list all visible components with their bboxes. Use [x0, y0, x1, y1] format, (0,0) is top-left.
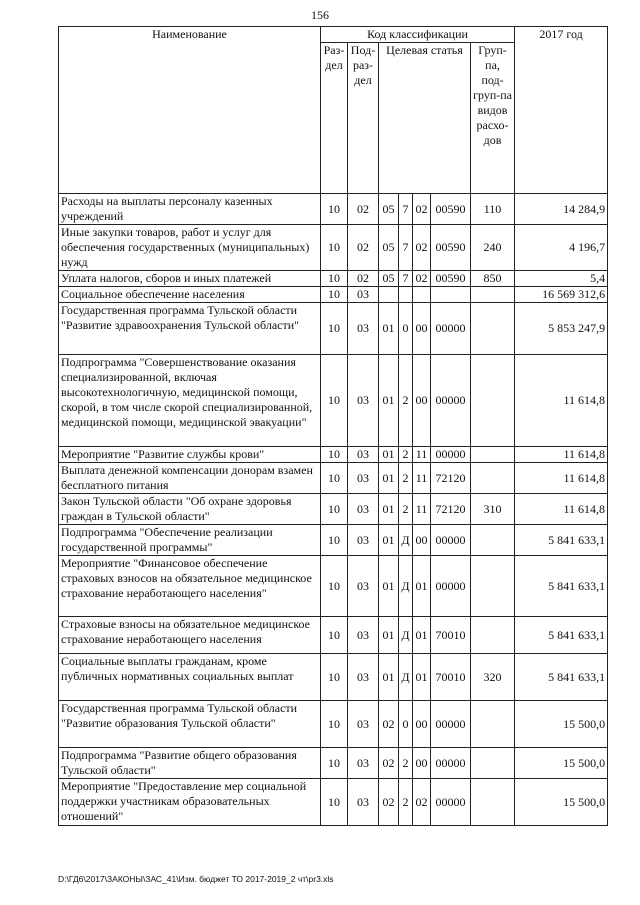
cell-direction: 00590 [431, 271, 471, 287]
cell-direction: 00000 [431, 355, 471, 447]
cell-podrazdel: 03 [348, 701, 379, 748]
cell-subprogram: 7 [399, 194, 413, 225]
cell-amount: 11 614,8 [515, 355, 608, 447]
cell-program: 05 [379, 271, 399, 287]
table-row [59, 463, 608, 494]
cell-program [379, 287, 399, 303]
cell-program: 01 [379, 447, 399, 463]
cell-podrazdel: 03 [348, 447, 379, 463]
cell-program: 01 [379, 463, 399, 494]
cell-podrazdel: 03 [348, 654, 379, 701]
cell-event: 00 [413, 303, 431, 355]
cell-podrazdel: 02 [348, 194, 379, 225]
cell-name: Мероприятие "Предоставление мер социальной поддержки участникам образовательных отношений" [59, 779, 321, 826]
table-row [59, 225, 608, 271]
cell-direction: 00000 [431, 303, 471, 355]
cell-event: 02 [413, 225, 431, 271]
cell-podrazdel: 03 [348, 303, 379, 355]
cell-podrazdel: 02 [348, 225, 379, 271]
cell-expense-type [471, 355, 515, 447]
cell-program: 05 [379, 225, 399, 271]
cell-event: 02 [413, 779, 431, 826]
cell-razdel: 10 [321, 556, 348, 617]
cell-subprogram: 7 [399, 271, 413, 287]
cell-subprogram: 2 [399, 355, 413, 447]
table-row [59, 355, 608, 447]
cell-name: Страховые взносы на обязательное медицинское страхование неработающего населения [59, 617, 321, 654]
cell-expense-type: 320 [471, 654, 515, 701]
cell-podrazdel: 03 [348, 617, 379, 654]
cell-subprogram: 0 [399, 303, 413, 355]
header-subsection: Под-раз-дел [348, 43, 379, 194]
cell-event: 01 [413, 654, 431, 701]
cell-name: Выплата денежной компенсации донорам взамен бесплатного питания [59, 463, 321, 494]
cell-subprogram: 2 [399, 494, 413, 525]
table-row [59, 556, 608, 617]
header-target: Целевая статья [379, 43, 471, 194]
cell-subprogram: 2 [399, 463, 413, 494]
cell-event: 00 [413, 355, 431, 447]
cell-amount: 11 614,8 [515, 447, 608, 463]
cell-podrazdel: 03 [348, 556, 379, 617]
cell-amount: 5 841 633,1 [515, 556, 608, 617]
cell-expense-type [471, 617, 515, 654]
cell-direction: 70010 [431, 617, 471, 654]
cell-expense-type [471, 303, 515, 355]
cell-expense-type [471, 701, 515, 748]
header-group: Груп-па, под-груп-па видов расхо-дов [471, 43, 515, 194]
cell-expense-type: 110 [471, 194, 515, 225]
cell-razdel: 10 [321, 225, 348, 271]
cell-program: 01 [379, 303, 399, 355]
cell-name: Подпрограмма "Совершенствование оказания специализированной, включая высокотехнологичную, медицинской помощи, скорой, в том числе скорой специализированной, медицинской помощи, медицинской эвакуации" [59, 355, 321, 447]
cell-razdel: 10 [321, 617, 348, 654]
cell-event: 02 [413, 271, 431, 287]
cell-subprogram: 2 [399, 779, 413, 826]
cell-amount: 4 196,7 [515, 225, 608, 271]
cell-amount: 15 500,0 [515, 779, 608, 826]
cell-expense-type [471, 287, 515, 303]
cell-razdel: 10 [321, 525, 348, 556]
cell-amount: 5 841 633,1 [515, 654, 608, 701]
cell-event: 00 [413, 701, 431, 748]
cell-razdel: 10 [321, 303, 348, 355]
page-number: 156 [311, 8, 329, 22]
cell-event [413, 287, 431, 303]
cell-program: 05 [379, 194, 399, 225]
cell-event: 11 [413, 447, 431, 463]
cell-event: 00 [413, 525, 431, 556]
table-row [59, 303, 608, 355]
cell-name: Социальные выплаты гражданам, кроме публичных нормативных социальных выплат [59, 654, 321, 701]
cell-expense-type [471, 463, 515, 494]
cell-program: 01 [379, 617, 399, 654]
cell-name: Расходы на выплаты персоналу казенных учреждений [59, 194, 321, 225]
table-row [59, 654, 608, 701]
cell-direction: 00000 [431, 779, 471, 826]
cell-name: Мероприятие "Финансовое обеспечение страховых взносов на обязательное медицинское страхование неработающего населения" [59, 556, 321, 617]
cell-direction: 00590 [431, 225, 471, 271]
cell-amount: 5 853 247,9 [515, 303, 608, 355]
cell-name: Государственная программа Тульской области "Развитие образования Тульской области" [59, 701, 321, 748]
cell-expense-type [471, 748, 515, 779]
cell-amount: 5 841 633,1 [515, 525, 608, 556]
cell-name: Мероприятие "Развитие службы крови" [59, 447, 321, 463]
table-row [59, 271, 608, 287]
cell-razdel: 10 [321, 355, 348, 447]
table-row [59, 194, 608, 225]
cell-amount: 11 614,8 [515, 463, 608, 494]
cell-subprogram: Д [399, 525, 413, 556]
header-section: Раз-дел [321, 43, 348, 194]
cell-subprogram: Д [399, 654, 413, 701]
table-body [59, 194, 608, 826]
cell-subprogram: 0 [399, 701, 413, 748]
file-path-footer: D:\ГД6\2017\ЗАКОНЫ\ЗАС_41\Изм. бюджет ТО 2017-2019_2 чт\pr3.xls [58, 874, 334, 884]
cell-program: 01 [379, 654, 399, 701]
cell-podrazdel: 03 [348, 355, 379, 447]
table-row [59, 494, 608, 525]
cell-name: Подпрограмма "Обеспечение реализации государственной программы" [59, 525, 321, 556]
table-row [59, 701, 608, 748]
table-row [59, 779, 608, 826]
cell-direction: 72120 [431, 463, 471, 494]
cell-event: 01 [413, 556, 431, 617]
cell-expense-type [471, 779, 515, 826]
cell-event: 00 [413, 748, 431, 779]
cell-event: 02 [413, 194, 431, 225]
cell-podrazdel: 03 [348, 779, 379, 826]
cell-razdel: 10 [321, 287, 348, 303]
cell-podrazdel: 02 [348, 271, 379, 287]
cell-expense-type: 310 [471, 494, 515, 525]
cell-razdel: 10 [321, 494, 348, 525]
cell-direction: 00000 [431, 556, 471, 617]
cell-razdel: 10 [321, 447, 348, 463]
cell-subprogram: 7 [399, 225, 413, 271]
cell-podrazdel: 03 [348, 463, 379, 494]
cell-razdel: 10 [321, 779, 348, 826]
cell-amount: 5,4 [515, 271, 608, 287]
cell-direction: 70010 [431, 654, 471, 701]
cell-expense-type [471, 447, 515, 463]
cell-direction: 00590 [431, 194, 471, 225]
table-row [59, 617, 608, 654]
cell-direction: 00000 [431, 701, 471, 748]
cell-podrazdel: 03 [348, 494, 379, 525]
cell-razdel: 10 [321, 463, 348, 494]
table-row [59, 525, 608, 556]
table-row [59, 447, 608, 463]
cell-razdel: 10 [321, 271, 348, 287]
cell-program: 02 [379, 779, 399, 826]
cell-amount: 11 614,8 [515, 494, 608, 525]
cell-expense-type [471, 556, 515, 617]
cell-program: 01 [379, 525, 399, 556]
header-name: Наименование [59, 27, 321, 194]
cell-name: Уплата налогов, сборов и иных платежей [59, 271, 321, 287]
cell-subprogram: Д [399, 556, 413, 617]
cell-subprogram: 2 [399, 748, 413, 779]
cell-program: 01 [379, 494, 399, 525]
cell-expense-type: 240 [471, 225, 515, 271]
header-year: 2017 год [515, 27, 608, 194]
cell-expense-type [471, 525, 515, 556]
budget-table [58, 26, 608, 826]
table-row [59, 748, 608, 779]
cell-name: Подпрограмма "Развитие общего образования Тульской области" [59, 748, 321, 779]
cell-subprogram: Д [399, 617, 413, 654]
cell-amount: 5 841 633,1 [515, 617, 608, 654]
cell-amount: 15 500,0 [515, 748, 608, 779]
cell-podrazdel: 03 [348, 525, 379, 556]
cell-direction: 72120 [431, 494, 471, 525]
cell-event: 11 [413, 494, 431, 525]
cell-amount: 15 500,0 [515, 701, 608, 748]
cell-name: Государственная программа Тульской области "Развитие здравоохранения Тульской области" [59, 303, 321, 355]
cell-podrazdel: 03 [348, 748, 379, 779]
cell-program: 02 [379, 701, 399, 748]
cell-razdel: 10 [321, 194, 348, 225]
cell-program: 01 [379, 355, 399, 447]
cell-name: Закон Тульской области "Об охране здоровья граждан в Тульской области" [59, 494, 321, 525]
table-row [59, 287, 608, 303]
cell-program: 02 [379, 748, 399, 779]
cell-name: Иные закупки товаров, работ и услуг для обеспечения государственных (муниципальных) нужд [59, 225, 321, 271]
cell-direction: 00000 [431, 748, 471, 779]
cell-razdel: 10 [321, 748, 348, 779]
cell-event: 11 [413, 463, 431, 494]
cell-podrazdel: 03 [348, 287, 379, 303]
cell-event: 01 [413, 617, 431, 654]
cell-subprogram: 2 [399, 447, 413, 463]
cell-direction [431, 287, 471, 303]
cell-program: 01 [379, 556, 399, 617]
cell-amount: 16 569 312,6 [515, 287, 608, 303]
cell-direction: 00000 [431, 525, 471, 556]
cell-name: Социальное обеспечение населения [59, 287, 321, 303]
cell-subprogram [399, 287, 413, 303]
cell-direction: 00000 [431, 447, 471, 463]
cell-expense-type: 850 [471, 271, 515, 287]
header-classification: Код классификации [321, 27, 515, 43]
cell-razdel: 10 [321, 701, 348, 748]
cell-amount: 14 284,9 [515, 194, 608, 225]
cell-razdel: 10 [321, 654, 348, 701]
